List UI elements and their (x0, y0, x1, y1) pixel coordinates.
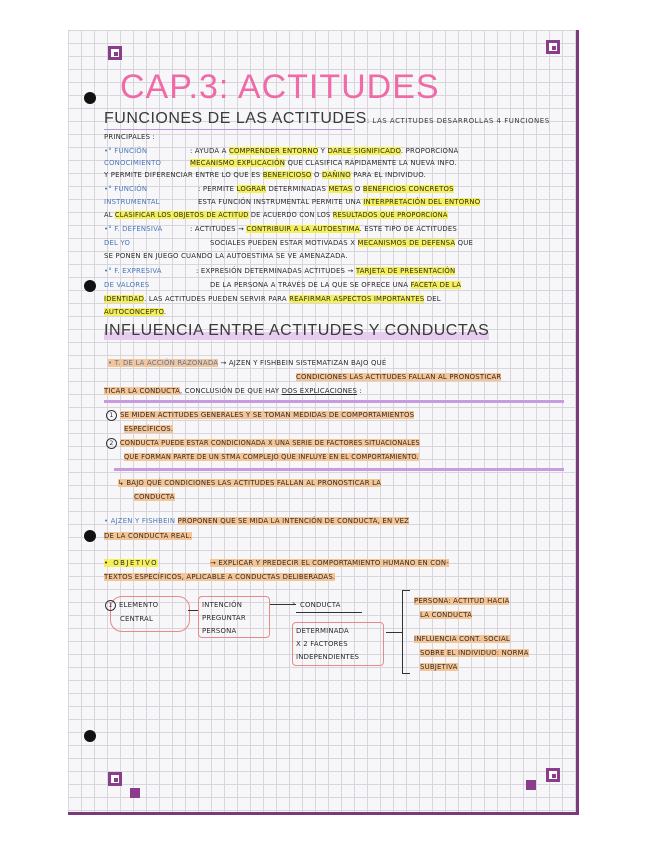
bracket (402, 590, 403, 674)
intro-text: : LAS ACTITUDES DESARROLLAS 4 FUNCIONES (366, 117, 550, 125)
binder-hole (84, 530, 96, 542)
arrow-head-icon: › (292, 599, 296, 608)
function-label: •° F. EXPRESIVA (104, 267, 162, 275)
explanation-2: 2 CONDUCTA PUEDE ESTAR CONDICIONADA X UNA SERIE DE FACTORES SITUACIONALES (106, 438, 420, 449)
text-line: SE PONEN EN JUEGO CUANDO LA AUTOESTIMA SE VE AMENAZADA. (104, 252, 348, 260)
corner-square (526, 780, 536, 790)
diagram-node: SOBRE EL INDIVIDUO: NORMA (420, 649, 529, 657)
text-line: AL CLASIFICAR LOS OBJETOS DE ACTITUD DE ACUERDO CON LOS RESULTADOS QUE PROPORCIONA (104, 211, 448, 219)
binder-hole (84, 730, 96, 742)
corner-mark (108, 46, 122, 60)
section-heading-functions (104, 110, 550, 128)
diagram-node: 1 ELEMENTO (105, 600, 158, 611)
function-label: DE VALORES (104, 281, 150, 289)
function-label: DEL YO (104, 239, 131, 247)
diagram-node: SUBJETIVA (420, 663, 458, 671)
text-line: IDENTIDAD. LAS ACTITUDES PUEDEN SERVIR PARA REAFIRMAR ASPECTOS IMPORTANTES DEL (104, 295, 441, 303)
text-line: • AJZEN Y FISHBEIN PROPONEN QUE SE MIDA LA INTENCIÓN DE CONDUCTA, EN VEZ (104, 517, 410, 525)
connector (188, 610, 198, 611)
text-line: : EXPRESIÓN DETERMINADAS ACTITUDES → TARJETA DE PRESENTACIÓN (196, 267, 456, 275)
text-line: : ACTITUDES → CONTRIBUIR A LA AUTOESTIMA. ESTE TIPO DE ACTITUDES (190, 225, 457, 233)
diagram-node: PERSONA (202, 627, 237, 635)
objective-label: • OBJETIVO (104, 559, 159, 567)
diagram-node: INDEPENDIENTES (296, 653, 360, 661)
function-label: •° FUNCIÓN (104, 185, 148, 193)
connector (296, 612, 362, 613)
function-label: •° FUNCIÓN (104, 147, 148, 155)
diagram-node: DETERMINADA (296, 627, 349, 635)
heading-text: FUNCIONES DE LAS ACTITUDES (104, 110, 367, 127)
corner-mark (546, 40, 560, 54)
bracket (402, 673, 410, 674)
divider (104, 400, 564, 403)
corner-mark (108, 772, 122, 786)
binder-hole (84, 92, 96, 104)
function-label: INSTRUMENTAL (104, 198, 160, 206)
text-line: AUTOCONCEPTO. (104, 308, 167, 316)
text-line: : AYUDA A COMPRENDER ENTORNO Y DARLE SIGNIFICADO. PROPORCIONA (190, 147, 459, 155)
diagram-node: CONDUCTA (300, 601, 341, 609)
text-line: DE LA PERSONA A TRAVÉS DE LA QUE SE OFRECE UNA FACETA DE LA (210, 281, 462, 289)
text-line: → EXPLICAR Y PREDECIR EL COMPORTAMIENTO HUMANO EN CON- (210, 559, 449, 567)
explanation-1: 1 SE MIDEN ACTITUDES GENERALES Y SE TOMAN MEDIDAS DE COMPORTAMIENTOS (106, 410, 414, 421)
underline (104, 129, 352, 130)
diagram-node: INTENCIÓN (202, 601, 243, 609)
diagram-node: X 2 FACTORES (296, 640, 348, 648)
text-line: ↳ BAJO QUÉ CONDICIONES LAS ACTITUDES FALLAN AL PRONOSTICAR LA (118, 479, 382, 487)
bracket (386, 632, 402, 633)
text-line: QUE FORMAN PARTE DE UN STMA COMPLEJO QUE INFLUYE EN EL COMPORTAMIENTO. (124, 453, 419, 461)
text-line: DE LA CONDUCTA REAL. (104, 532, 192, 540)
text-line: MECANISMO EXPLICACIÓN QUE CLASIFICA RÁPIDAMENTE LA NUEVA INFO. (190, 159, 457, 167)
text-line: Y PERMITE DIFERENCIAR ENTRE LO QUE ES BENEFICIOSO O DAÑINO PARA EL INDIVIDUO. (104, 171, 427, 179)
text-line: ESPECÍFICOS. (124, 425, 174, 433)
text-line: CONDICIONES LAS ACTITUDES FALLAN AL PRONOSTICAR (296, 373, 502, 381)
diagram-node: CENTRAL (120, 615, 153, 623)
binder-hole (84, 280, 96, 292)
diagram-node: INFLUENCIA CONT. SOCIAL (414, 635, 510, 643)
function-label: CONOCIMIENTO (104, 159, 162, 167)
text-line: • T. DE LA ACCIÓN RAZONADA → AJZEN Y FISHBEIN SISTEMATIZAN BAJO QUÉ (108, 359, 387, 367)
section-heading-influence: INFLUENCIA ENTRE ACTITUDES Y CONDUCTAS (104, 322, 490, 339)
divider (114, 468, 564, 471)
text-line: SOCIALES PUEDEN ESTAR MOTIVADAS X MECANISMOS DE DEFENSA QUE (210, 239, 474, 247)
diagram-node: PREGUNTAR (202, 614, 246, 622)
page-title: CAP.3: ACTITUDES (120, 68, 440, 106)
text-line: TICAR LA CONDUCTA, CONCLUSIÓN DE QUE HAY DOS EXPLICACIONES : (104, 387, 362, 395)
text-line: : PERMITE LOGRAR DETERMINADAS METAS O BENEFICIOS CONCRETOS (198, 185, 454, 193)
bracket (402, 590, 410, 591)
intro-line: PRINCIPALES : (104, 133, 156, 141)
diagram-node: LA CONDUCTA (420, 611, 473, 619)
function-label: •° F. DEFENSIVA (104, 225, 163, 233)
text-line: CONDUCTA (134, 493, 175, 501)
corner-square (130, 788, 140, 798)
text-line: ESTA FUNCIÓN INSTRUMENTAL PERMITE UNA INTERPRETACIÓN DEL ENTORNO (198, 198, 481, 206)
text-line: TEXTOS ESPECÍFICOS, APLICABLE A CONDUCTAS DELIBERADAS. (104, 573, 336, 581)
corner-mark (546, 768, 560, 782)
diagram-node: PERSONA: ACTITUD HACIA (414, 597, 510, 605)
